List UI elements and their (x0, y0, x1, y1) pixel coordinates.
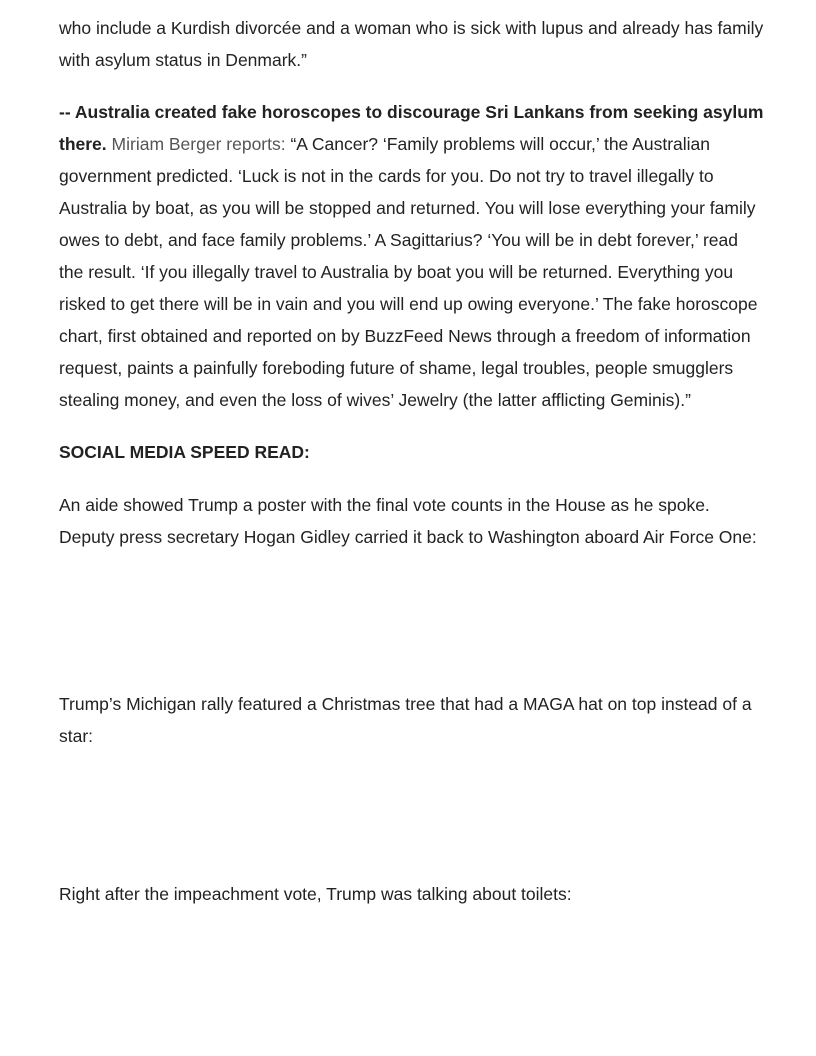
paragraph-maga-tree: Trump’s Michigan rally featured a Christmas tree that had a MAGA hat on top instead of a star: (59, 694, 752, 746)
paragraph-poster-vote-counts: An aide showed Trump a poster with the final vote counts in the House as he spoke. Deputy press secretary Hogan Gidley carried it back to Washington aboard Air Force One: (59, 495, 757, 547)
section-heading (59, 436, 764, 468)
embedded-tweet-placeholder (59, 553, 764, 688)
paragraph-asylum-continuation: who include a Kurdish divorcée and a woman who is sick with lupus and already has family with asylum status in Denmark.” (59, 18, 764, 70)
paragraph-australia-horoscopes (59, 96, 764, 416)
article-body (59, 12, 764, 910)
miriam-berger-link[interactable]: Miriam Berger reports: (111, 134, 286, 154)
embedded-tweet-placeholder (59, 752, 764, 878)
paragraph-toilets: Right after the impeachment vote, Trump was talking about toilets: (59, 884, 572, 904)
headline-australia-horoscopes: -- Australia created fake horoscopes to discourage Sri Lankans from seeking asylum there. (59, 102, 764, 154)
social-media-heading: SOCIAL MEDIA SPEED READ: (59, 442, 310, 462)
horoscope-quote: “A Cancer? ‘Family problems will occur,’ the Australian government predicted. ‘Luck is not in the cards for you. Do not try to travel illegally to Australia by boat, as you will be stopped and returned. You will lose everything your family owes to debt, and face family problems.’ A Sagittarius? ‘You will be in debt forever,’ read the result. ‘If you illegally travel to Australia by boat you will be returned. Everything you risked to get there will be in vain and you will end up owing everyone.’ The fake horoscope chart, first obtained and reported on by BuzzFeed News through a freedom of information request, paints a painfully foreboding future of shame, legal troubles, people smugglers stealing money, and even the loss of wives’ Jewelry (the latter afflicting Geminis).” (59, 134, 758, 410)
